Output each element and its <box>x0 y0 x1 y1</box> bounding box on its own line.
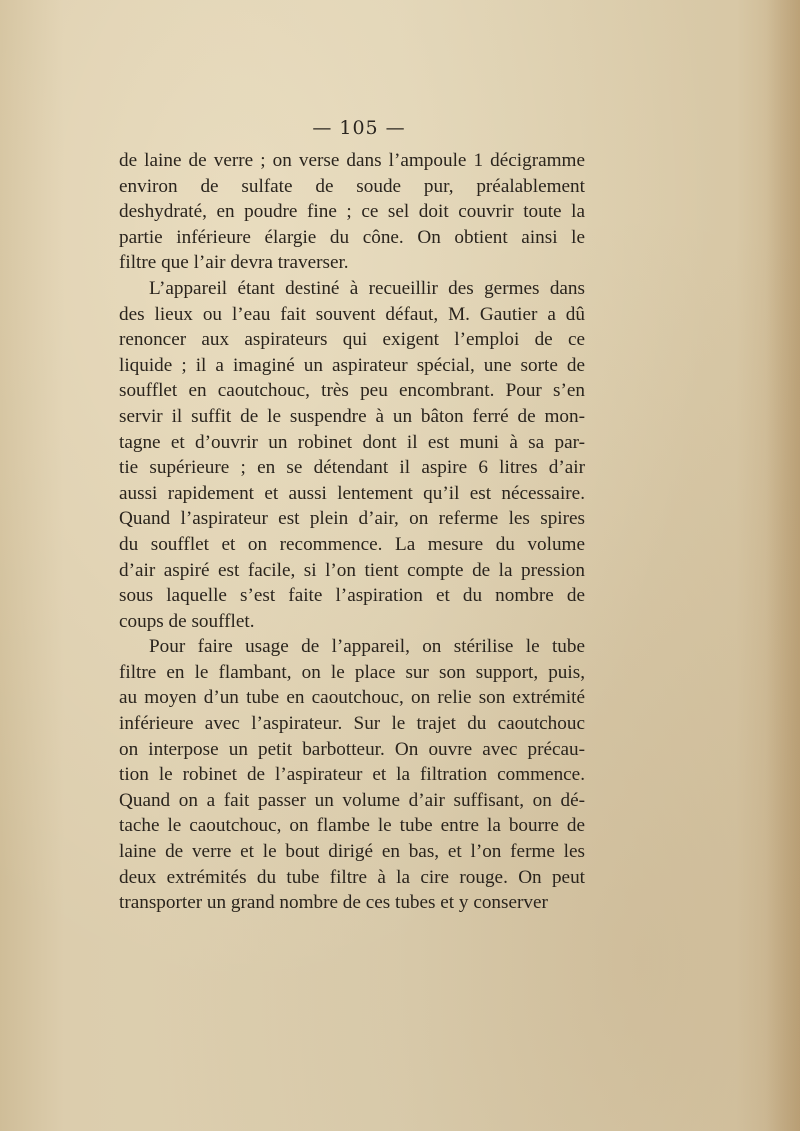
text-line: au moyen d’un tube en caoutchouc, on relie son extrémité <box>119 687 585 709</box>
text-line: filtre que l’air devra traverser. <box>119 252 349 274</box>
paragraph <box>119 276 585 634</box>
text-line: on interpose un petit barbotteur. On ouvre avec précau- <box>119 738 585 760</box>
page-edge-shadow <box>766 0 800 1131</box>
page-number: — 105 — <box>312 117 406 139</box>
text-line: environ de sulfate de soude pur, préalablement <box>119 175 585 197</box>
text-line: aussi rapidement et aussi lentement qu’il est nécessaire. <box>119 482 585 504</box>
paragraph <box>119 634 585 916</box>
text-line: deux extrémités du tube filtre à la cire rouge. On peut <box>119 866 585 888</box>
text-line: Pour faire usage de l’appareil, on stérilise le tube <box>149 636 585 658</box>
text-line: Quand on a fait passer un volume d’air suffisant, on dé- <box>119 789 585 811</box>
text-line: transporter un grand nombre de ces tubes et y conserver <box>119 892 548 914</box>
text-line: coups de soufflet. <box>119 610 255 632</box>
text-line: soufflet en caoutchouc, très peu encombrant. Pour s’en <box>119 380 585 402</box>
text-line: tie supérieure ; en se détendant il aspire 6 litres d’air <box>119 457 585 479</box>
text-line: renoncer aux aspirateurs qui exigent l’emploi de ce <box>119 329 585 351</box>
text-line: deshydraté, en poudre fine ; ce sel doit couvrir toute la <box>119 201 585 223</box>
text-line: L’appareil étant destiné à recueillir des germes dans <box>149 277 585 299</box>
text-line: Quand l’aspirateur est plein d’air, on referme les spires <box>119 508 585 530</box>
text-line: de laine de verre ; on verse dans l’ampoule 1 décigramme <box>119 150 585 171</box>
text-line: du soufflet et on recommence. La mesure du volume <box>119 533 585 555</box>
text-line: inférieure avec l’aspirateur. Sur le trajet du caoutchouc <box>119 713 585 735</box>
text-line: servir il suffit de le suspendre à un bâton ferré de mon- <box>119 405 585 427</box>
text-line: laine de verre et le bout dirigé en bas, et l’on ferme les <box>119 841 585 863</box>
text-line: liquide ; il a imaginé un aspirateur spécial, une sorte de <box>119 354 585 376</box>
text-line: d’air aspiré est facile, si l’on tient compte de la pression <box>119 559 585 581</box>
body-text <box>119 148 585 916</box>
text-line: filtre en le flambant, on le place sur son support, puis, <box>119 661 585 683</box>
paragraph <box>119 148 585 276</box>
text-line: des lieux ou l’eau fait souvent défaut, M. Gautier a dû <box>119 303 585 325</box>
text-line: tagne et d’ouvrir un robinet dont il est muni à sa par- <box>119 431 585 453</box>
text-line: tion le robinet de l’aspirateur et la filtration commence. <box>119 764 585 786</box>
text-line: partie inférieure élargie du cône. On obtient ainsi le <box>119 226 585 248</box>
text-line: sous laquelle s’est faite l’aspiration et du nombre de <box>119 585 585 607</box>
text-line: tache le caoutchouc, on flambe le tube entre la bourre de <box>119 815 585 837</box>
